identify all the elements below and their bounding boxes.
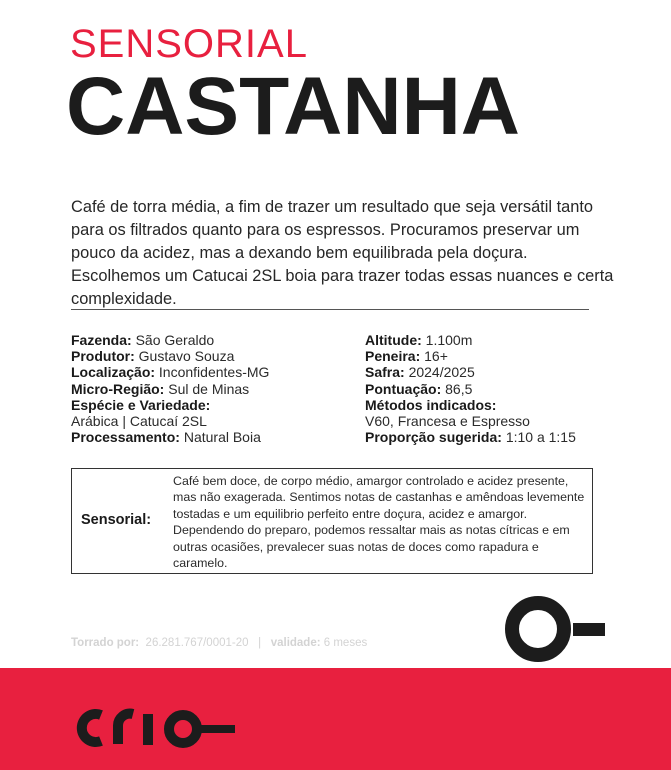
spec-metodos (365, 397, 655, 413)
spec-label: Espécie e Variedade: (71, 396, 211, 413)
spec-proporcao (365, 429, 655, 445)
spec-especie-variedade (71, 397, 361, 413)
spec-especie-variedade-value (71, 413, 361, 429)
footer-separator: | (258, 637, 262, 649)
description-paragraph: Café de torra média, a fim de trazer um resultado que seja versátil tanto para os filtrados quanto para os espressos. Procuramos preservar um pouco da acidez, mas a dexando bem equilibrada pela doçura. Escolhemos um Catucai 2SL boia para trazer todas essas nuances e certa complexidade. (71, 198, 614, 308)
spec-value: Arábica | Catucaí 2SL (71, 413, 207, 430)
sensorial-label: Sensorial: (81, 512, 152, 528)
roasted-label: Torrado por: (71, 637, 140, 649)
spec-label: Métodos indicados: (365, 396, 497, 413)
spec-value: Sul de Minas (168, 380, 250, 397)
specs-right-column (365, 332, 655, 445)
spec-value: 86,5 (445, 380, 473, 397)
spec-value: 1.100m (425, 332, 473, 348)
spec-fazenda (71, 332, 361, 348)
spec-label: Localização: (71, 364, 156, 381)
sensorial-text: Café bem doce, de corpo médio, amargor controlado e acidez presente, mas não exagerada. Sentimos notas de castanhas e amêndoas levemente tostadas e um equilibrio perfeito entre doçura, acidez e amargor. Dependendo do preparo, podemos ressaltar mais as notas cítricas e em outras ocasiões, prevalecer suas notas de doces como rapadura e caramelo. (173, 474, 585, 571)
spec-peneira (365, 348, 655, 364)
spec-processamento (71, 429, 361, 445)
validity-value: 6 meses (323, 637, 368, 649)
kicker-text: SENSORIAL (70, 22, 308, 66)
brand-mark-icon (493, 596, 605, 662)
crio-logo (71, 700, 241, 754)
validity-label: validade: (270, 637, 321, 649)
spec-safra (365, 364, 655, 380)
spec-micro-regiao (71, 381, 361, 397)
spec-label: Safra: (365, 364, 405, 381)
spec-label: Fazenda: (71, 332, 132, 348)
spec-label: Processamento: (71, 429, 180, 446)
spec-value: Gustavo Souza (138, 348, 235, 365)
spec-label: Pontuação: (365, 380, 442, 397)
spec-altitude (365, 332, 655, 348)
spec-label: Proporção sugerida: (365, 429, 502, 446)
spec-label: Altitude: (365, 332, 422, 348)
spec-value: Inconfidentes-MG (158, 364, 270, 381)
spec-pontuacao (365, 381, 655, 397)
spec-value: 2024/2025 (408, 364, 475, 381)
spec-value: 1:10 a 1:15 (505, 429, 576, 446)
spec-metodos-value (365, 413, 655, 429)
spec-value: V60, Francesa e Espresso (365, 413, 530, 430)
sensorial-box (71, 468, 593, 574)
spec-label: Peneira: (365, 348, 421, 365)
description-divider (71, 309, 589, 310)
spec-value: Natural Boia (183, 429, 261, 446)
spec-label: Produtor: (71, 348, 135, 365)
spec-produtor (71, 348, 361, 364)
page-title: CASTANHA (66, 61, 521, 152)
spec-localizacao (71, 364, 361, 380)
spec-value: 16+ (424, 348, 448, 365)
specs-left-column (71, 332, 361, 445)
spec-value: São Geraldo (135, 332, 215, 348)
spec-label: Micro-Região: (71, 380, 165, 397)
roasted-value: 26.281.767/0001-20 (145, 637, 249, 649)
footer-info (71, 637, 367, 649)
